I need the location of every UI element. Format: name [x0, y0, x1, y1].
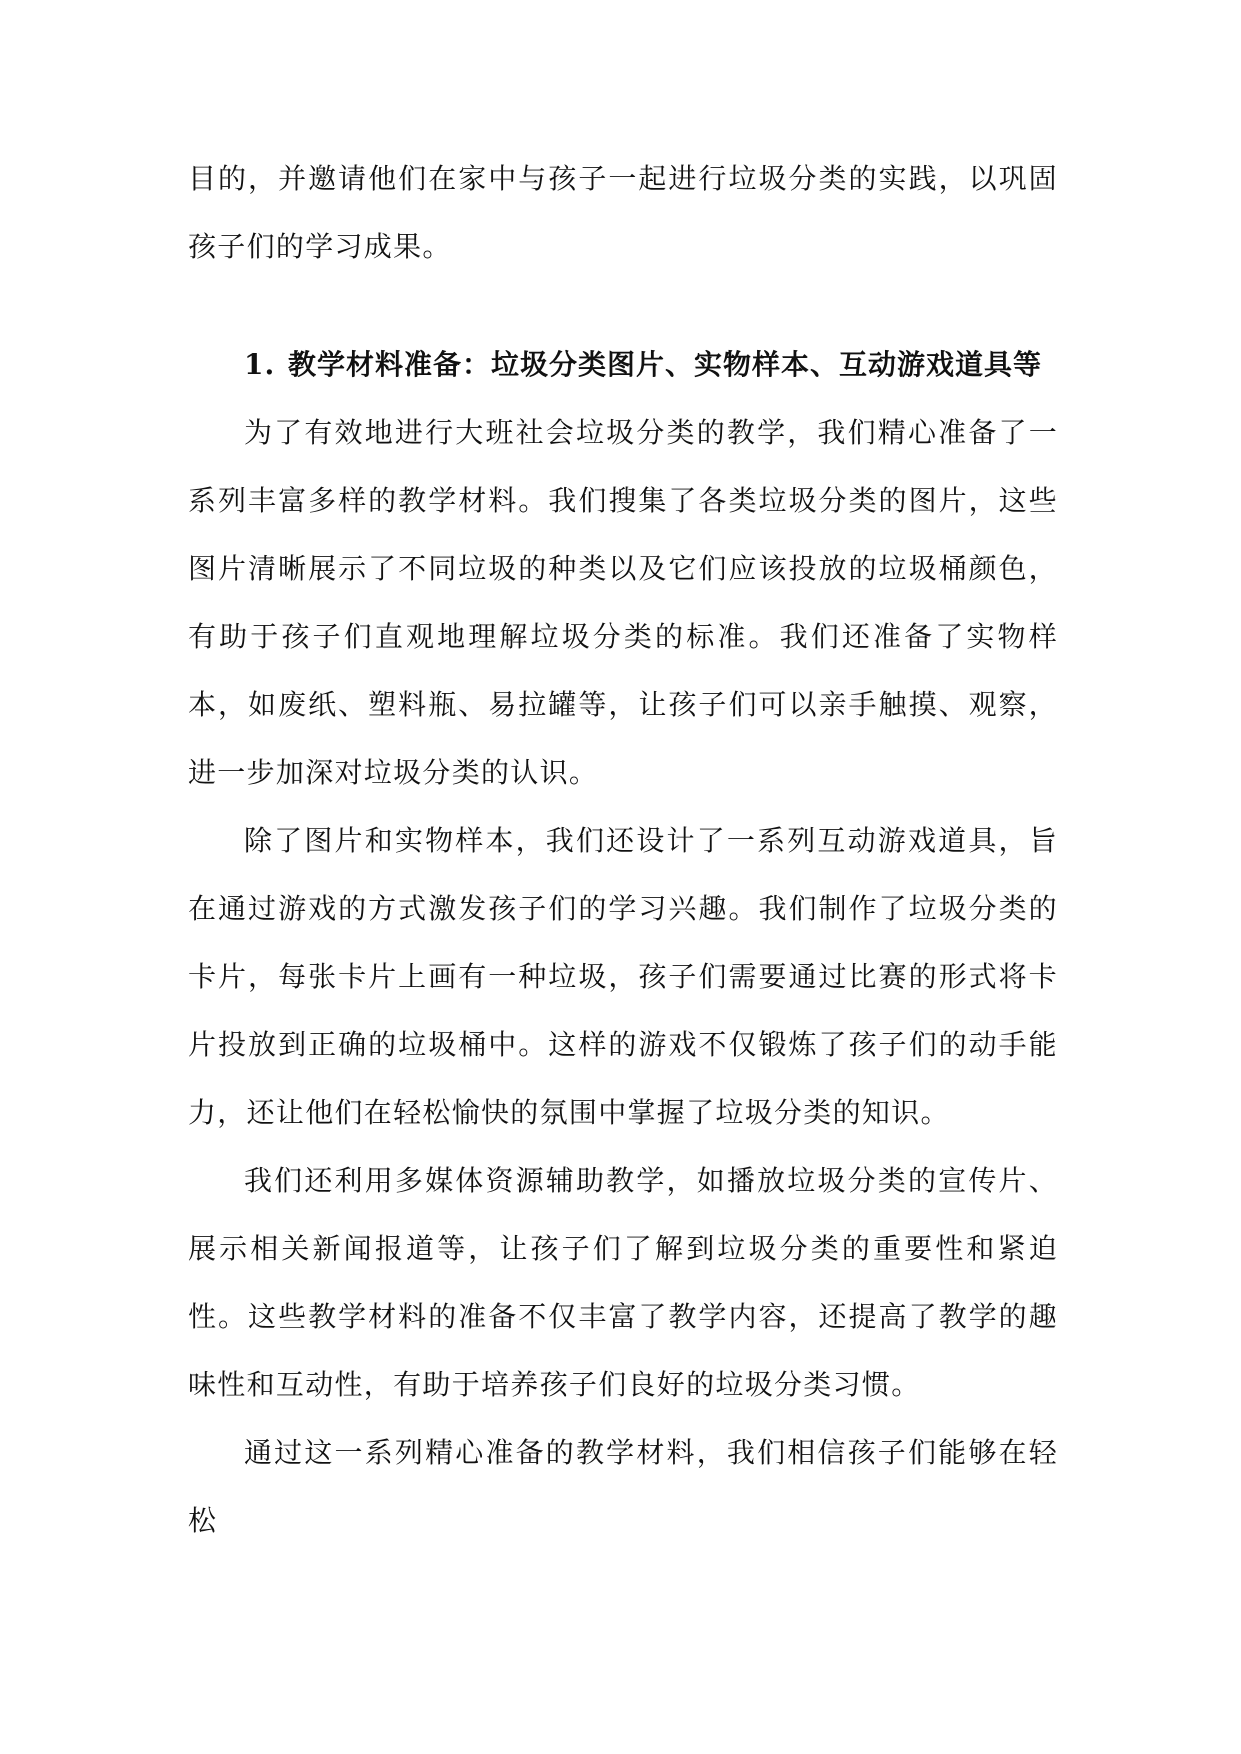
section-heading — [188, 331, 1058, 399]
document-body — [188, 145, 1058, 1555]
section-number: 1. — [244, 348, 276, 381]
paragraph-materials-intro: 为了有效地进行大班社会垃圾分类的教学，我们精心准备了一系列丰富多样的教学材料。我们搜集了各类垃圾分类的图片，这些图片清晰展示了不同垃圾的种类以及它们应该投放的垃圾桶颜色，有助于孩子们直观地理解垃圾分类的标准。我们还准备了实物样本，如废纸、塑料瓶、易拉罐等，让孩子们可以亲手触摸、观察，进一步加深对垃圾分类的认识。 — [188, 416, 1058, 789]
section-title: 教学材料准备：垃圾分类图片、实物样本、互动游戏道具等 — [288, 348, 1043, 381]
continuation-paragraph: 目的，并邀请他们在家中与孩子一起进行垃圾分类的实践，以巩固孩子们的学习成果。 — [188, 162, 1058, 263]
section-spacer — [188, 281, 1058, 331]
paragraph-game-props: 除了图片和实物样本，我们还设计了一系列互动游戏道具，旨在通过游戏的方式激发孩子们的学习兴趣。我们制作了垃圾分类的卡片，每张卡片上画有一种垃圾，孩子们需要通过比赛的形式将卡片投放到正确的垃圾桶中。这样的游戏不仅锻炼了孩子们的动手能力，还让他们在轻松愉快的氛围中掌握了垃圾分类的知识。 — [188, 824, 1058, 1129]
paragraph-multimedia: 我们还利用多媒体资源辅助教学，如播放垃圾分类的宣传片、展示相关新闻报道等，让孩子们了解到垃圾分类的重要性和紧迫性。这些教学材料的准备不仅丰富了教学内容，还提高了教学的趣味性和互动性，有助于培养孩子们良好的垃圾分类习惯。 — [188, 1164, 1058, 1401]
paragraph-conclusion-start: 通过这一系列精心准备的教学材料，我们相信孩子们能够在轻松 — [188, 1436, 1058, 1537]
